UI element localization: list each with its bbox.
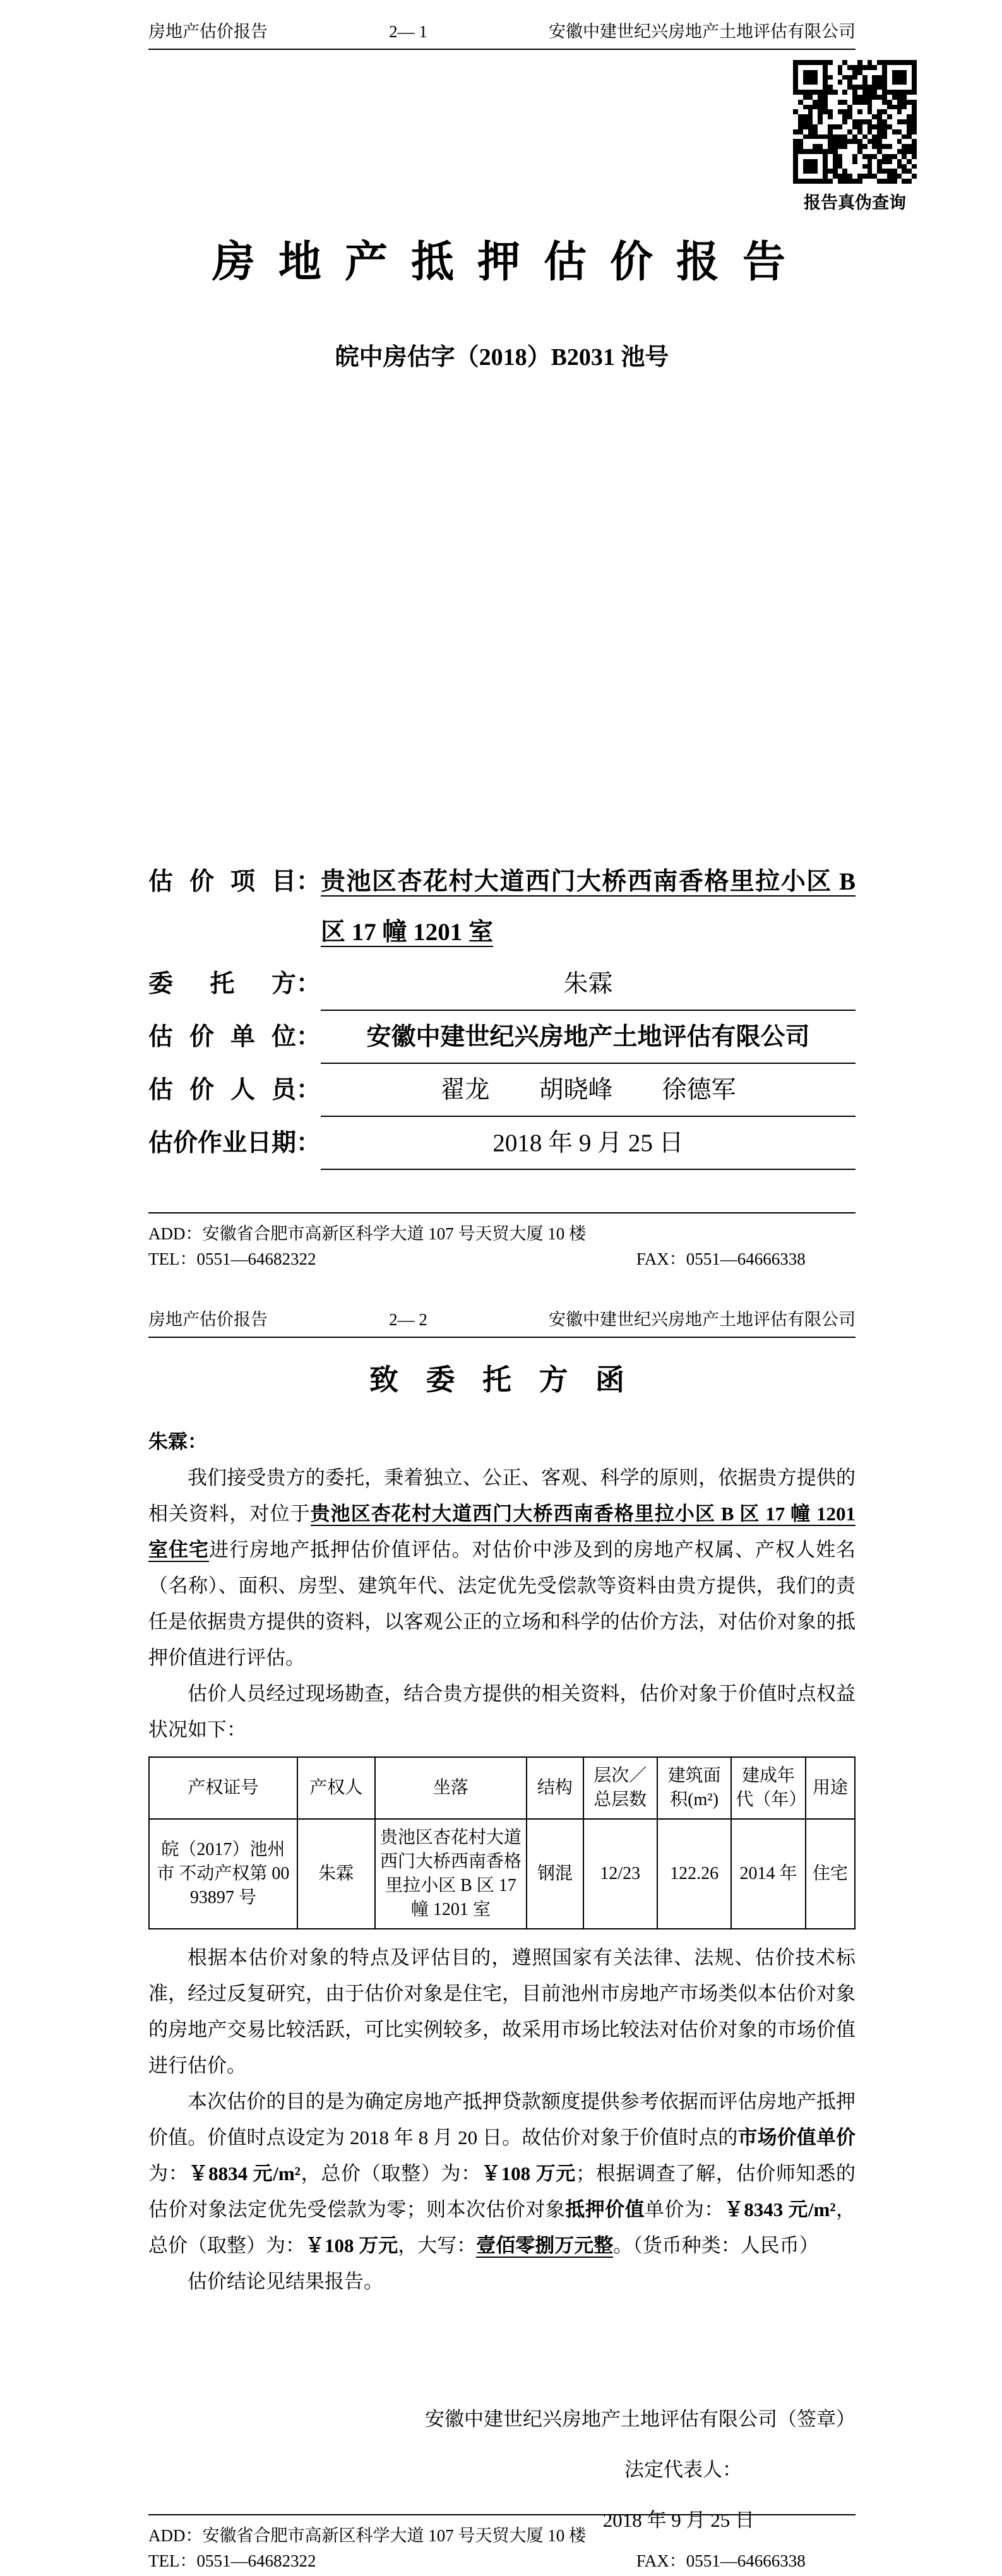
- footer-address: ADD：安徽省合肥市高新区科学大道 107 号天贸大厦 10 楼: [148, 2526, 586, 2545]
- date-colon: ：: [296, 1130, 321, 1157]
- para4-seg3: 为：: [148, 2162, 189, 2185]
- para4-seg9: 单价为：: [645, 2198, 724, 2221]
- header-doc-type: 房地产估价报告: [148, 22, 268, 41]
- property-rights-table: [148, 1756, 856, 1929]
- signature-date: 2018 年 9 月 25 日: [602, 2509, 754, 2531]
- col-header-floor: 层次／总层数: [583, 1757, 657, 1819]
- paragraph-3: 根据本估价对象的特点及评估目的，遵照国家有关法律、法规、估价技术标准，经过反复研究，由于估价对象是住宅，目前池州市房地产市场类似本估价对象的房地产交易比较活跃，可比实例较多，故采用市场比较法对估价对象的市场价值进行估价。: [148, 1947, 856, 2077]
- footer-tel: TEL：0551—64682322: [148, 1249, 316, 1268]
- para4-mortgage-total-price: ￥108 万元: [305, 2234, 398, 2257]
- para4-seg11: ，总价（取整）为：: [148, 2198, 856, 2257]
- para4-market-unit-price: ￥8834 元/m²: [188, 2162, 301, 2185]
- report-number: 皖中房估字（2018）B2031 池号: [335, 344, 669, 371]
- para1-seg3: 进行房地产抵押估价值评估。对估价中涉及到的房地产权属、产权人姓名（名称）、面积、房型、建筑年代、法定优先受偿款等资料由贵方提供，我们的责任是依据贵方提供的资料，以客观公正的立场和科学的估价方法，对估价对象的抵押价值进行评估。: [148, 1539, 856, 1669]
- para4-seg1: 本次估价的目的是为确定房地产抵押贷款额度提供参考依据而评估房地产抵押价值。价值时点设定为 2018 年 8 月 20 日。故估价对象于价值时点的: [148, 2090, 856, 2149]
- project-value-area: [321, 857, 856, 958]
- project-label-wrap: [148, 857, 321, 958]
- form-row-project: [148, 857, 856, 958]
- form-row-date: [148, 1118, 856, 1170]
- para4-mortgage-unit-price: ￥8343 元/m²: [724, 2198, 836, 2221]
- project-value: 贵池区杏花村大道西门大桥西南香格里拉小区 B 区 17 幢 1201 室: [321, 868, 856, 946]
- header-page-number: 2— 2: [389, 1310, 427, 1329]
- table-row: [149, 1819, 855, 1929]
- footer-tel: TEL：0551—64682322: [148, 2551, 316, 2570]
- form-row-staff: [148, 1065, 856, 1117]
- footer-address: ADD：安徽省合肥市高新区科学大道 107 号天贸大厦 10 楼: [148, 1224, 586, 1243]
- qr-caption: 报告真伪查询: [804, 193, 906, 212]
- para4-seg13: ，大写：: [398, 2234, 477, 2257]
- cell-location: 贵池区杏花村大道西门大桥西南香格里拉小区 B 区 17 幢 1201 室: [375, 1819, 527, 1929]
- para4-market-value-label: 市场价值单价: [737, 2126, 856, 2149]
- col-header-use: 用途: [806, 1757, 855, 1819]
- page-header: [148, 1306, 856, 1338]
- paragraph-4: [148, 2084, 856, 2263]
- col-header-location: 坐落: [375, 1757, 527, 1819]
- header-doc-type: 房地产估价报告: [148, 1310, 268, 1329]
- footer-fax: FAX：0551—64666338: [636, 1249, 806, 1268]
- agency-value: 安徽中建世纪兴房地产土地评估有限公司: [321, 1012, 856, 1064]
- footer-contacts: [148, 1246, 856, 1272]
- header-company: 安徽中建世纪兴房地产土地评估有限公司: [549, 1310, 856, 1329]
- letter-title: 致 委 托 方 函: [369, 1364, 635, 1396]
- para4-seg5: ，总价（取整）为：: [300, 2162, 481, 2185]
- cell-owner: 朱霖: [297, 1819, 375, 1929]
- para4-seg15: 。（货币种类：人民币）: [613, 2234, 819, 2257]
- paragraph-1: [148, 1460, 856, 1676]
- para1-property-highlight: 贵池区杏花村大道西门大桥西南香格里拉小区 B 区 17 幢 1201 室住宅: [148, 1503, 856, 1561]
- cell-structure: 钢混: [527, 1819, 583, 1929]
- footer-contacts: [148, 2548, 856, 2573]
- col-header-year-built: 建成年代（年）: [731, 1757, 805, 1819]
- page-header: [148, 18, 856, 50]
- para4-amount-in-words: 壹佰零捌万元整: [476, 2234, 614, 2257]
- paragraph-2: 估价人员经过现场勘查，结合贵方提供的相关资料，估价对象于价值时点权益状况如下：: [148, 1683, 856, 1741]
- cell-area: 122.26: [657, 1819, 731, 1929]
- client-value: 朱霖: [321, 959, 856, 1011]
- qr-block: [793, 60, 917, 213]
- col-header-cert-no: 产权证号: [149, 1757, 297, 1819]
- footer-fax: FAX：0551—64666338: [636, 2551, 806, 2570]
- col-header-structure: 结构: [527, 1757, 583, 1819]
- cover-form: [148, 857, 856, 1170]
- staff-label-wrap: [148, 1065, 321, 1117]
- cell-use: 住宅: [806, 1819, 855, 1929]
- form-row-client: [148, 959, 856, 1011]
- agency-label-wrap: [148, 1012, 321, 1064]
- col-header-owner: 产权人: [297, 1757, 375, 1819]
- table-header-row: [149, 1757, 855, 1819]
- page-footer: [148, 1212, 856, 1272]
- paragraph-5: 估价结论见结果报告。: [188, 2270, 383, 2293]
- client-colon: ：: [296, 970, 321, 998]
- header-company: 安徽中建世纪兴房地产土地评估有限公司: [549, 22, 856, 41]
- salutation: 朱霖：: [148, 1431, 207, 1453]
- date-label: 估价作业日期: [148, 1130, 297, 1157]
- staff-label: 估价人员: [148, 1076, 296, 1104]
- page-footer: [148, 2514, 856, 2573]
- project-colon: ：: [296, 868, 321, 895]
- cell-floor: 12/23: [583, 1819, 657, 1929]
- date-label-wrap: [148, 1118, 321, 1170]
- header-page-number: 2— 1: [389, 22, 427, 41]
- para4-seg7: ；根据调查了解，估价师知悉的估价对象法定优先受偿款为零；则本次估价对象: [148, 2162, 856, 2221]
- page-2: [0, 1288, 1002, 2576]
- qr-code: [793, 60, 917, 184]
- client-label-wrap: [148, 959, 321, 1011]
- staff-value: 翟龙 胡晓峰 徐德军: [321, 1065, 856, 1117]
- para4-market-total-price: ￥108 万元: [480, 2162, 576, 2185]
- date-value: 2018 年 9 月 25 日: [321, 1118, 856, 1170]
- project-label: 估价项目: [148, 868, 296, 895]
- cell-year-built: 2014 年: [731, 1819, 805, 1929]
- signature-legal-rep: 法定代表人：: [624, 2459, 742, 2481]
- cell-cert-no: 皖（2017）池州市 不动产权第 0093897 号: [149, 1819, 297, 1929]
- form-row-agency: [148, 1012, 856, 1064]
- report-title: 房 地 产 抵 押 估 价 报 告: [212, 238, 792, 286]
- col-header-area: 建筑面积(m²): [657, 1757, 731, 1819]
- client-label: 委托方: [148, 970, 296, 998]
- agency-label: 估价单位: [148, 1023, 296, 1051]
- para4-mortgage-value-label: 抵押价值: [565, 2198, 645, 2221]
- agency-colon: ：: [296, 1023, 321, 1051]
- staff-colon: ：: [296, 1076, 321, 1104]
- para1-seg1: 我们接受贵方的委托，秉着独立、公正、客观、科学的原则，依据贵方提供的相关资料，对位于: [148, 1467, 856, 1525]
- signature-company: 安徽中建世纪兴房地产土地评估有限公司（签章）: [425, 2408, 856, 2430]
